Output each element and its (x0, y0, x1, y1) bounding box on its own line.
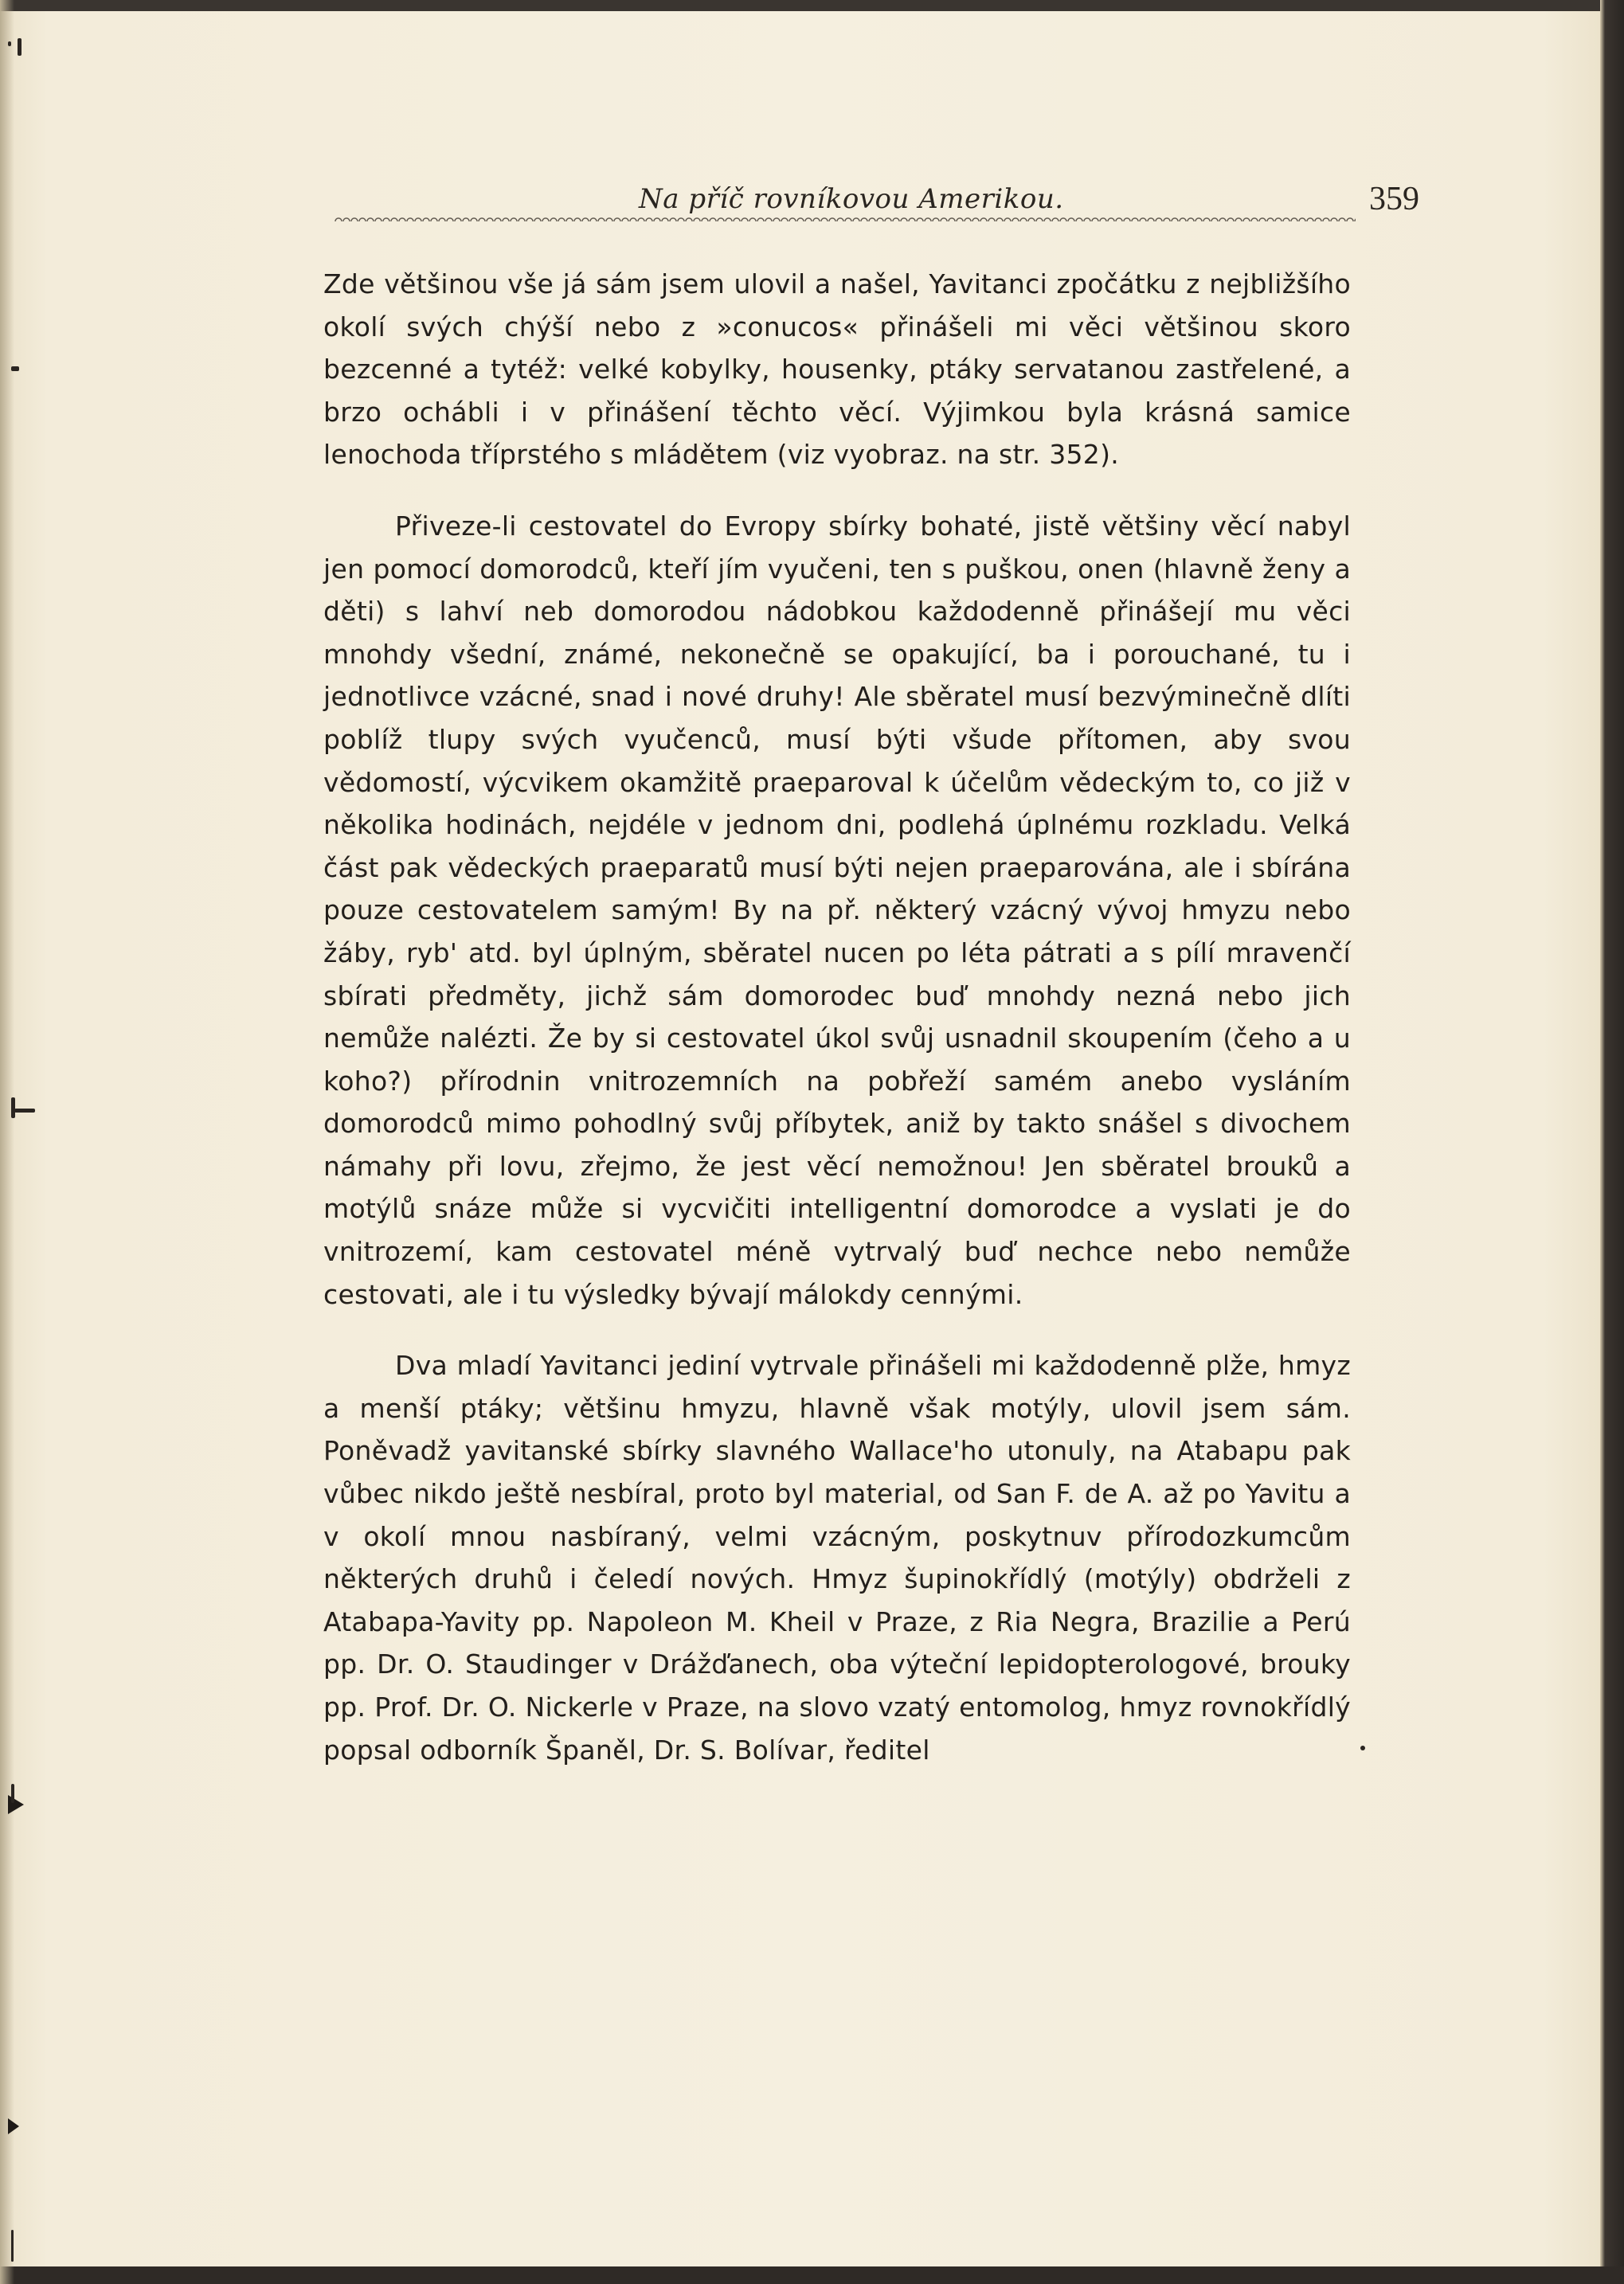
margin-mark (14, 1109, 35, 1113)
paragraph: Přiveze-li cestovatel do Evropy sbírky bohaté, jistě většiny věcí nabyl jen pomocí domorodců, kteří jím vyučeni, ten s puškou, onen (hlavně ženy a děti) s lahví neb domorodou nádobkou každodenně přinášejí mu věci mnohdy všední, známé, nekonečně se opakující, ba i porouchané, tu i jednotlivce vzácné, snad i nové druhy! Ale sběratel musí bezvýminečně dlíti poblíž tlupy svých vyučenců, musí býti všude přítomen, aby svou vědomostí, výcvikem okamžitě praeparoval k účelům vědeckým to, co již v několika hodinách, nejdéle v jednom dni, podlehá úplnému rozkladu. Velká část pak vědeckých praeparatů musí býti nejen praeparována, ale i sbírána pouze cestovatelem samým! By na př. některý vzácný vývoj hmyzu nebo žáby, ryb' atd. byl úplným, sběratel nucen po léta pátrati a s pílí mravenčí sbírati předměty, jichž sám domorodec buď mnohdy nezná nebo jich nemůže nalézti. Že by si cestovatel úkol svůj usnadnil skoupením (čeho a u koho?) přírodnin vnitrozemních na pobřeží samém anebo vysláním domorodců mimo pohodlný svůj příbytek, aniž by takto snášel s divochem námahy při lovu, zřejmo, že jest věcí nemožnou! Jen sběratel brouků a motýlů snáze může si vycvičiti intelligentní domorodce a vyslati je do vnitrozemí, kam cestovatel méně vytrvalý buď nechce nebo nemůže cestovati, ale i tu výsledky bývají málokdy cennými. (323, 510, 1351, 1310)
binding-shadow (0, 0, 14, 2284)
running-header (323, 180, 1424, 220)
running-title: Na příč rovníkovou Amerikou. (639, 183, 1064, 215)
header-wavy-rule (335, 217, 1356, 221)
page-tab-marker (8, 1795, 24, 1814)
margin-mark (18, 38, 22, 56)
margin-mark (1360, 1746, 1365, 1750)
scan-top-border (0, 0, 1624, 11)
margin-mark (8, 41, 11, 46)
paragraph: Dva mladí Yavitanci jediní vytrvale přinášeli mi každodenně plže, hmyz a menší ptáky; většinu hmyzu, hlavně však motýly, ulovil jsem sám. Poněvadž yavitanské sbírky slavného Wallace'ho utonuly, na Atabapu pak vůbec nikdo ještě nesbíral, proto byl material, od San F. de A. až po Yavitu a v okolí mnou nasbíraný, velmi vzácným, poskytnuv přírodozkumcům některých druhů i čeledí nových. Hmyz šupinokřídlý (motýly) obdrželi z Atabapa-Yavity pp. Napoleon M. Kheil v Praze, z Ria Negra, Brazilie a Perú pp. Dr. O. Staudinger v Drážďanech, oba výteční lepidopterologové, brouky pp. Prof. Dr. O. Nickerle v Praze, na slovo vzatý entomolog, hmyz rovnokřídlý popsal odborník Španěl, Dr. S. Bolívar, ředitel (323, 1350, 1351, 1766)
margin-mark (11, 366, 19, 371)
margin-mark (11, 2230, 14, 2262)
page-tab-marker (8, 2118, 19, 2134)
margin-mark (11, 1097, 15, 1118)
margin-mark (11, 1784, 14, 1803)
scan-bottom-border (0, 2266, 1624, 2284)
scan-right-border (1600, 0, 1624, 2284)
paragraph: Zde většinou vše já sám jsem ulovil a našel, Yavitanci zpočátku z nejbližšího okolí svých chýší nebo z »conucos« přinášeli mi věci většinou skoro bezcenné a tytéž: velké kobylky, housenky, ptáky servatanou zastřelené, a brzo ochábli i v přinášení těchto věcí. Výjimkou byla krásná samice lenochoda tříprstého s mládětem (viz vyobraz. na str. 352). (323, 268, 1351, 471)
body-text (323, 263, 1351, 1771)
page-number: 359 (1369, 181, 1419, 217)
